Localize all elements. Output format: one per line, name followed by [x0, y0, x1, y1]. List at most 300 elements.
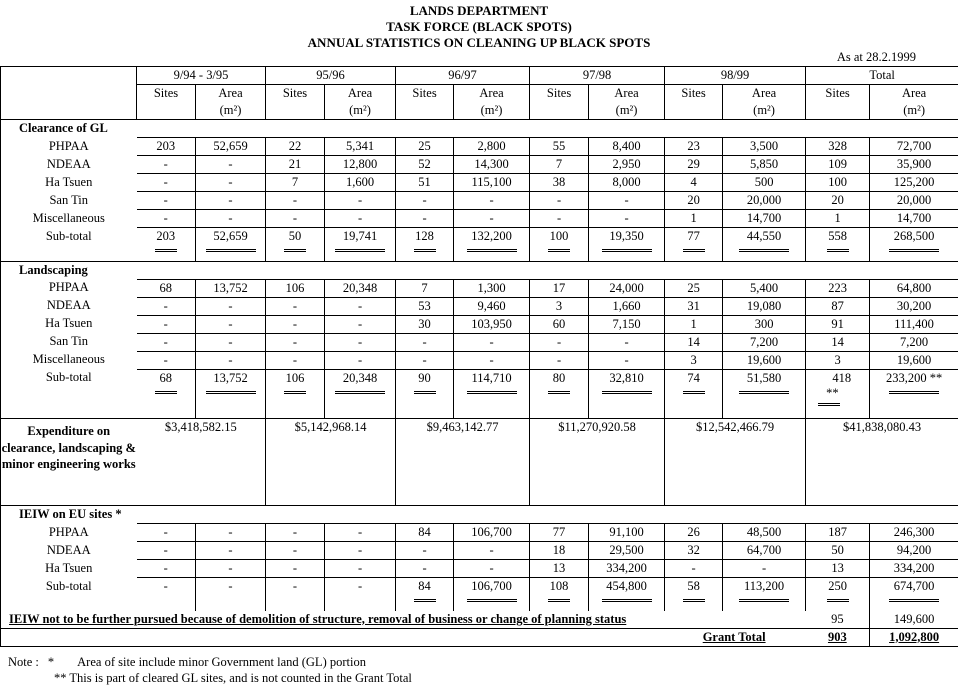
subtotal-sites — [806, 369, 870, 419]
sites-cell: 30 — [396, 315, 454, 333]
table-row — [1, 210, 958, 228]
sites-cell: - — [530, 210, 589, 228]
area-cell: - — [325, 351, 396, 369]
subtotal-label: Sub-total — [1, 228, 137, 262]
area-cell: - — [454, 333, 530, 351]
period-header: 95/96 — [266, 67, 396, 85]
sites-cell: 7 — [266, 174, 325, 192]
sites-cell: 51 — [396, 174, 454, 192]
table-row — [1, 192, 958, 210]
area-cell: - — [196, 524, 266, 542]
subtotal-value: - — [228, 579, 232, 593]
row-label: Ha Tsuen — [1, 560, 137, 578]
sites-cell: 50 — [806, 542, 870, 560]
sites-cell: 100 — [806, 174, 870, 192]
subtotal-value: 132,200 — [471, 229, 512, 243]
subtotal-value: 77 — [687, 229, 700, 243]
section-title: IEIW on EU sites * — [1, 506, 137, 524]
sites-cell: - — [137, 333, 196, 351]
sites-header: Sites — [396, 85, 454, 120]
subtotal-label: Sub-total — [1, 369, 137, 419]
period-header: 97/98 — [530, 67, 665, 85]
subtotal-value: 19,350 — [609, 229, 643, 243]
subtotal-value: 100 — [550, 229, 569, 243]
expenditure-value: $3,418,582.15 — [137, 419, 266, 506]
subtotal-row — [1, 578, 958, 611]
sites-cell: - — [137, 156, 196, 174]
subtotal-area — [454, 369, 530, 419]
area-cell: 1,300 — [454, 279, 530, 297]
sites-cell: - — [266, 210, 325, 228]
area-cell: - — [196, 333, 266, 351]
sites-cell: 1 — [665, 315, 723, 333]
grand-total-area: 1,092,800 — [870, 628, 958, 646]
area-cell: - — [196, 542, 266, 560]
subtotal-value: 32,810 — [609, 371, 643, 385]
sites-cell: - — [396, 192, 454, 210]
double-underline — [467, 391, 517, 394]
section-title: Landscaping — [1, 261, 137, 279]
subtotal-sites — [530, 228, 589, 262]
area-label: Area — [902, 86, 926, 100]
double-underline — [739, 249, 789, 252]
sites-cell: 77 — [530, 524, 589, 542]
sites-header: Sites — [266, 85, 325, 120]
sites-cell: - — [530, 333, 589, 351]
area-cell: 13,752 — [196, 279, 266, 297]
area-label: Area — [614, 86, 638, 100]
subtotal-value: 90 — [418, 371, 431, 385]
sites-cell: - — [266, 351, 325, 369]
expenditure-value: $12,542,466.79 — [665, 419, 806, 506]
double-underline — [284, 249, 306, 252]
table-row — [1, 315, 958, 333]
sites-cell: 68 — [137, 279, 196, 297]
area-cell: - — [454, 192, 530, 210]
area-cell: - — [325, 560, 396, 578]
subtotal-value: 113,200 — [744, 579, 784, 593]
area-cell: - — [196, 315, 266, 333]
area-cell: 14,700 — [723, 210, 806, 228]
period-header: 98/99 — [665, 67, 806, 85]
area-cell: - — [325, 210, 396, 228]
double-underline — [683, 599, 705, 602]
subtotal-sites — [806, 228, 870, 262]
period-header: 9/94 - 3/95 — [137, 67, 266, 85]
subtotal-value: 558 — [828, 229, 847, 243]
double-underline — [206, 249, 256, 252]
area-cell: 19,600 — [723, 351, 806, 369]
area-cell: 12,800 — [325, 156, 396, 174]
notes — [8, 654, 412, 686]
header-row-periods — [1, 67, 958, 85]
area-cell: 5,850 — [723, 156, 806, 174]
subtotal-label: Sub-total — [1, 578, 137, 611]
sites-cell: - — [137, 210, 196, 228]
area-cell: 111,400 — [870, 315, 958, 333]
area-label: Area — [218, 86, 242, 100]
subtotal-row — [1, 369, 958, 419]
sites-cell: 4 — [665, 174, 723, 192]
sites-cell: 1 — [806, 210, 870, 228]
area-cell: - — [196, 156, 266, 174]
report-title: ANNUAL STATISTICS ON CLEANING UP BLACK SPOTS — [0, 35, 958, 51]
row-label: Ha Tsuen — [1, 174, 137, 192]
period-header: Total — [806, 67, 958, 85]
area-header — [325, 85, 396, 120]
table-row — [1, 279, 958, 297]
subtotal-area — [589, 228, 665, 262]
double-underline — [335, 391, 385, 394]
subtotal-area — [325, 369, 396, 419]
section-title: Clearance of GL — [1, 120, 137, 138]
sites-cell: 60 — [530, 315, 589, 333]
area-cell: - — [325, 297, 396, 315]
area-cell: 20,348 — [325, 279, 396, 297]
sites-cell: 3 — [806, 351, 870, 369]
subtotal-value: - — [293, 579, 297, 593]
area-cell: - — [589, 333, 665, 351]
sites-cell: 17 — [530, 279, 589, 297]
sites-cell: 25 — [396, 138, 454, 156]
area-unit: (m²) — [220, 103, 242, 117]
sites-cell: - — [266, 297, 325, 315]
row-label: Miscellaneous — [1, 351, 137, 369]
grand-total-row — [1, 628, 958, 646]
sites-cell: - — [266, 524, 325, 542]
area-label: Area — [348, 86, 372, 100]
area-cell: 14,700 — [870, 210, 958, 228]
period-header: 96/97 — [396, 67, 530, 85]
header-row-units — [1, 85, 958, 120]
area-cell: 3,500 — [723, 138, 806, 156]
double-underline — [889, 391, 939, 394]
grand-total-label: Grant Total — [1, 628, 806, 646]
row-label: PHPAA — [1, 279, 137, 297]
subtotal-value: 13,752 — [213, 371, 247, 385]
area-cell: 300 — [723, 315, 806, 333]
area-cell: 14,300 — [454, 156, 530, 174]
double-underline — [548, 249, 570, 252]
area-cell: 64,700 — [723, 542, 806, 560]
area-header — [196, 85, 266, 120]
header-blank — [1, 67, 137, 120]
subtotal-area — [723, 578, 806, 611]
ieiw-not-pursued-sites: 95 — [806, 611, 870, 629]
row-label: Miscellaneous — [1, 210, 137, 228]
section-landscaping — [1, 261, 958, 279]
area-unit: (m²) — [481, 103, 503, 117]
subtotal-area — [870, 369, 958, 419]
area-cell: 8,000 — [589, 174, 665, 192]
expenditure-value: $41,838,080.43 — [806, 419, 958, 506]
subtotal-value: 128 — [415, 229, 434, 243]
double-underline — [602, 391, 652, 394]
sites-cell: - — [396, 542, 454, 560]
area-cell: - — [196, 351, 266, 369]
row-label: Ha Tsuen — [1, 315, 137, 333]
sites-cell: 26 — [665, 524, 723, 542]
area-header — [589, 85, 665, 120]
area-cell: 72,700 — [870, 138, 958, 156]
expenditure-value: $9,463,142.77 — [396, 419, 530, 506]
subtotal-sites — [530, 578, 589, 611]
subtotal-value: 58 — [687, 579, 700, 593]
table-row — [1, 138, 958, 156]
area-cell: 35,900 — [870, 156, 958, 174]
subtotal-sites — [665, 228, 723, 262]
subtotal-value: 80 — [553, 371, 566, 385]
subtotal-area — [196, 578, 266, 611]
sites-cell: 53 — [396, 297, 454, 315]
subtotal-sites — [806, 578, 870, 611]
table-row — [1, 542, 958, 560]
subtotal-value: 250 — [828, 579, 847, 593]
sites-header: Sites — [665, 85, 723, 120]
sites-cell: 38 — [530, 174, 589, 192]
subtotal-row — [1, 228, 958, 262]
double-underline — [414, 391, 436, 394]
sites-cell: 20 — [665, 192, 723, 210]
note-1-mark: * — [42, 654, 60, 670]
subtotal-area — [325, 228, 396, 262]
footnote-mark: ** — [806, 387, 851, 399]
area-cell: - — [196, 210, 266, 228]
subtotal-value: 52,659 — [213, 229, 247, 243]
table-row — [1, 351, 958, 369]
table-row — [1, 560, 958, 578]
sites-cell: 13 — [530, 560, 589, 578]
subtotal-area — [196, 369, 266, 419]
area-cell: 19,600 — [870, 351, 958, 369]
sites-cell: - — [137, 315, 196, 333]
sites-cell: 7 — [530, 156, 589, 174]
note-1 — [8, 654, 412, 670]
sites-cell: 14 — [665, 333, 723, 351]
area-cell: 9,460 — [454, 297, 530, 315]
sites-cell: - — [137, 174, 196, 192]
subtotal-value: - — [164, 579, 168, 593]
area-cell: - — [196, 192, 266, 210]
area-cell: - — [454, 560, 530, 578]
subtotal-area — [325, 578, 396, 611]
double-underline — [889, 249, 939, 252]
subtotal-value: 108 — [550, 579, 569, 593]
area-cell: 115,100 — [454, 174, 530, 192]
double-underline — [739, 391, 789, 394]
subtotal-area — [454, 228, 530, 262]
subtotal-value: 68 — [160, 371, 173, 385]
row-label: San Tin — [1, 192, 137, 210]
table-row — [1, 174, 958, 192]
sites-cell: 14 — [806, 333, 870, 351]
area-cell: 500 — [723, 174, 806, 192]
area-cell: 29,500 — [589, 542, 665, 560]
expenditure-value: $11,270,920.58 — [530, 419, 665, 506]
area-unit: (m²) — [753, 103, 775, 117]
area-cell: 2,950 — [589, 156, 665, 174]
double-underline — [548, 599, 570, 602]
area-cell: 24,000 — [589, 279, 665, 297]
double-underline — [683, 391, 705, 394]
sites-cell: 23 — [665, 138, 723, 156]
double-underline — [335, 249, 385, 252]
subtotal-sites — [665, 369, 723, 419]
area-cell: 7,200 — [870, 333, 958, 351]
sites-cell: 52 — [396, 156, 454, 174]
area-cell: - — [454, 351, 530, 369]
subtotal-value: 106,700 — [471, 579, 512, 593]
subtotal-area — [723, 228, 806, 262]
area-cell: 52,659 — [196, 138, 266, 156]
area-cell: - — [325, 192, 396, 210]
row-label: PHPAA — [1, 138, 137, 156]
subtotal-value: 454,800 — [606, 579, 647, 593]
area-unit: (m²) — [616, 103, 638, 117]
ieiw-not-pursued-label: IEIW not to be further pursued because of demolition of structure, removal of business or change of planning status — [1, 611, 806, 629]
double-underline — [827, 599, 849, 602]
area-cell: 8,400 — [589, 138, 665, 156]
area-cell: - — [589, 351, 665, 369]
expenditure-label: Expenditure on clearance, landscaping & minor engineering works — [1, 419, 137, 506]
grand-total-sites: 903 — [806, 628, 870, 646]
table-row — [1, 297, 958, 315]
double-underline — [548, 391, 570, 394]
sites-cell: 1 — [665, 210, 723, 228]
double-underline — [602, 599, 652, 602]
sites-cell: - — [137, 560, 196, 578]
subtotal-sites — [137, 578, 196, 611]
sites-cell: 31 — [665, 297, 723, 315]
subtotal-sites — [396, 578, 454, 611]
sites-cell: 3 — [530, 297, 589, 315]
subtotal-value: 203 — [156, 229, 175, 243]
area-cell: 94,200 — [870, 542, 958, 560]
subtotal-value: 106 — [286, 371, 305, 385]
area-cell: 64,800 — [870, 279, 958, 297]
sites-cell: 84 — [396, 524, 454, 542]
sites-cell: - — [266, 315, 325, 333]
sites-cell: - — [266, 542, 325, 560]
subtotal-value: 51,580 — [747, 371, 781, 385]
sites-cell: 223 — [806, 279, 870, 297]
area-cell: - — [454, 542, 530, 560]
subtotal-area — [870, 578, 958, 611]
area-cell: 5,400 — [723, 279, 806, 297]
table-row — [1, 156, 958, 174]
double-underline — [739, 599, 789, 602]
sites-cell: - — [266, 560, 325, 578]
row-label: NDEAA — [1, 156, 137, 174]
sites-cell: 22 — [266, 138, 325, 156]
sites-cell: 13 — [806, 560, 870, 578]
sites-cell: 91 — [806, 315, 870, 333]
area-cell: - — [196, 297, 266, 315]
subtotal-value: 50 — [289, 229, 302, 243]
area-unit: (m²) — [903, 103, 925, 117]
area-cell: 1,660 — [589, 297, 665, 315]
sites-cell: 18 — [530, 542, 589, 560]
subtotal-sites — [137, 228, 196, 262]
expenditure-row — [1, 419, 958, 506]
double-underline — [602, 249, 652, 252]
subtotal-sites — [396, 369, 454, 419]
area-cell: 106,700 — [454, 524, 530, 542]
double-underline — [284, 391, 306, 394]
area-unit: (m²) — [349, 103, 371, 117]
row-label: NDEAA — [1, 542, 137, 560]
subtotal-sites — [266, 228, 325, 262]
subtotal-value: 268,500 — [894, 229, 935, 243]
area-cell: 20,000 — [723, 192, 806, 210]
sites-header: Sites — [137, 85, 196, 120]
sites-cell: - — [665, 560, 723, 578]
subtotal-sites — [530, 369, 589, 419]
subtotal-value: 19,741 — [343, 229, 377, 243]
double-underline — [683, 249, 705, 252]
sites-cell: - — [137, 351, 196, 369]
subtotal-value: 674,700 — [894, 579, 935, 593]
area-cell: 334,200 — [589, 560, 665, 578]
double-underline — [818, 403, 840, 406]
sites-cell: 3 — [665, 351, 723, 369]
sites-cell: 106 — [266, 279, 325, 297]
note-prefix: Note : — [8, 655, 39, 669]
sites-header: Sites — [806, 85, 870, 120]
row-label: PHPAA — [1, 524, 137, 542]
area-cell: - — [196, 560, 266, 578]
area-cell: - — [325, 333, 396, 351]
sites-cell: 25 — [665, 279, 723, 297]
subtotal-area — [196, 228, 266, 262]
double-underline — [467, 249, 517, 252]
area-cell: 125,200 — [870, 174, 958, 192]
area-cell: 103,950 — [454, 315, 530, 333]
subtotal-value: 74 — [687, 371, 700, 385]
area-cell: - — [325, 315, 396, 333]
task-force-title: TASK FORCE (BLACK SPOTS) — [0, 19, 958, 35]
subtotal-value: 233,200 ** — [886, 371, 942, 385]
sites-cell: - — [396, 351, 454, 369]
report-title-block — [0, 3, 958, 51]
subtotal-value: - — [358, 579, 362, 593]
area-header — [723, 85, 806, 120]
area-cell: - — [325, 524, 396, 542]
sites-cell: - — [137, 524, 196, 542]
section-clearance — [1, 120, 958, 138]
area-cell: 334,200 — [870, 560, 958, 578]
row-label: NDEAA — [1, 297, 137, 315]
area-header — [870, 85, 958, 120]
sites-header: Sites — [530, 85, 589, 120]
double-underline — [155, 391, 177, 394]
row-label: San Tin — [1, 333, 137, 351]
sites-cell: 187 — [806, 524, 870, 542]
area-cell: 48,500 — [723, 524, 806, 542]
sites-cell: - — [530, 351, 589, 369]
sites-cell: - — [137, 192, 196, 210]
area-cell: - — [589, 210, 665, 228]
subtotal-value: 114,710 — [471, 371, 511, 385]
area-cell: 20,000 — [870, 192, 958, 210]
sites-cell: 109 — [806, 156, 870, 174]
table-row — [1, 524, 958, 542]
subtotal-sites — [396, 228, 454, 262]
sites-cell: 7 — [396, 279, 454, 297]
subtotal-area — [454, 578, 530, 611]
sites-cell: - — [137, 297, 196, 315]
area-cell: - — [196, 174, 266, 192]
